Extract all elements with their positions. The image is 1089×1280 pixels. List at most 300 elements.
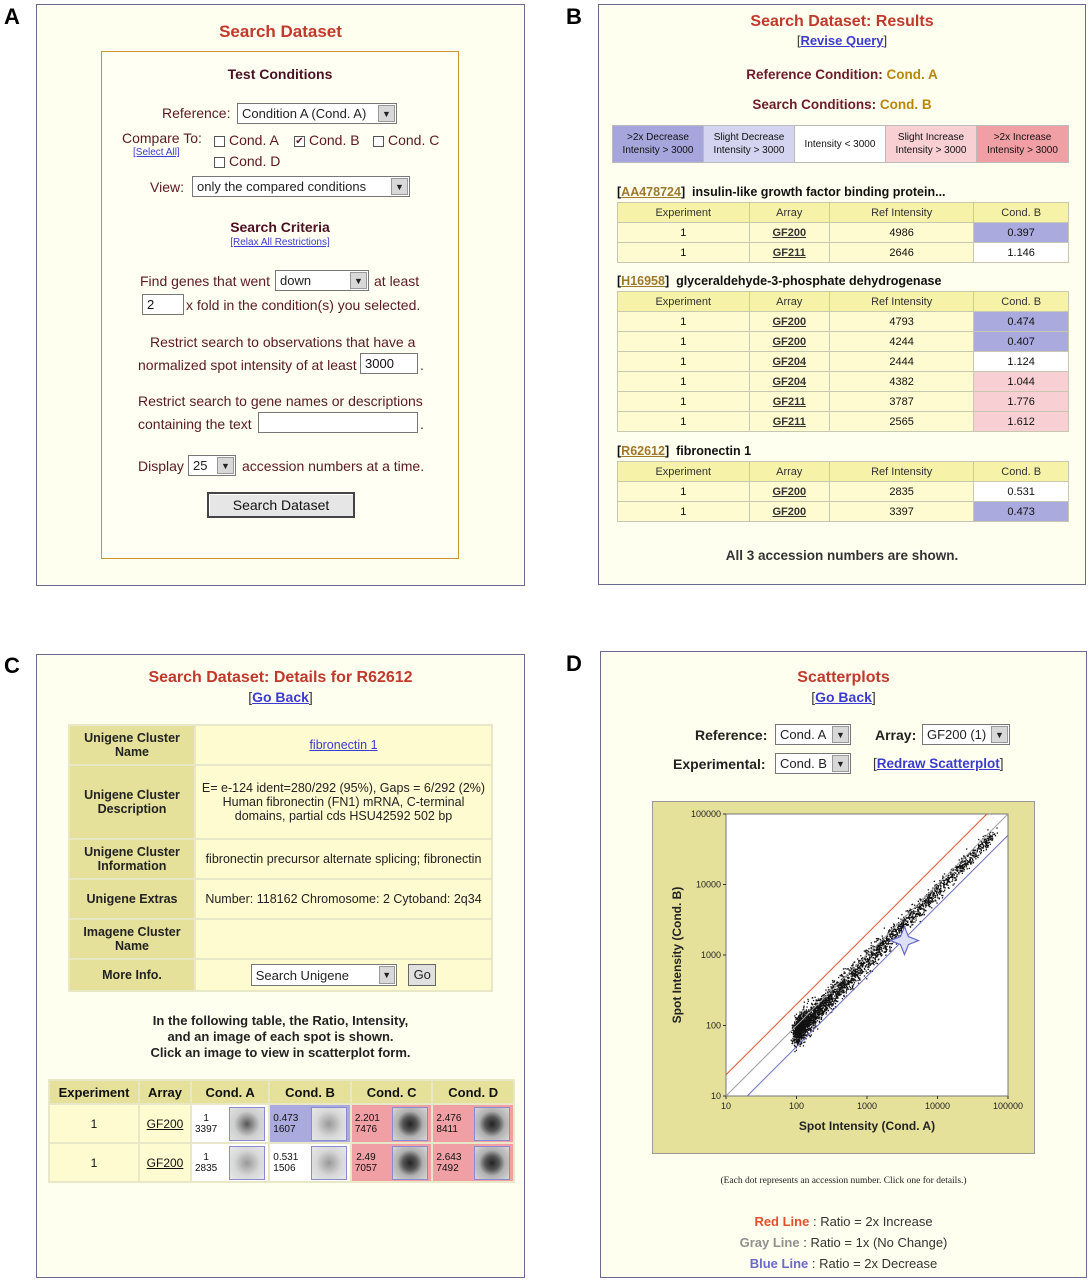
scatter-point[interactable] <box>873 957 874 958</box>
scatter-point[interactable] <box>799 1039 800 1040</box>
scatter-point[interactable] <box>859 968 860 969</box>
scatter-point[interactable] <box>900 928 901 929</box>
scatter-point[interactable] <box>988 845 989 846</box>
scatter-point[interactable] <box>876 953 877 954</box>
scatter-point[interactable] <box>868 966 869 967</box>
scatter-point[interactable] <box>812 1022 813 1023</box>
scatter-point[interactable] <box>872 960 873 961</box>
scatter-point[interactable] <box>996 827 997 828</box>
scatter-point[interactable] <box>997 832 998 833</box>
scatter-point[interactable] <box>857 980 858 981</box>
scatter-point[interactable] <box>864 975 865 976</box>
scatter-point[interactable] <box>951 881 952 882</box>
scatter-point[interactable] <box>935 900 936 901</box>
scatter-point[interactable] <box>791 1032 792 1033</box>
scatter-point[interactable] <box>955 869 956 870</box>
scatter-point[interactable] <box>915 917 916 918</box>
scatter-point[interactable] <box>958 866 959 867</box>
spot-image[interactable] <box>229 1107 265 1141</box>
select-all-link[interactable]: [Select All] <box>133 147 180 158</box>
scatter-point[interactable] <box>918 910 919 911</box>
scatter-point[interactable] <box>803 1007 804 1008</box>
scatter-point[interactable] <box>841 990 842 991</box>
spot-image[interactable] <box>229 1146 265 1180</box>
scatter-point[interactable] <box>935 895 936 896</box>
scatter-point[interactable] <box>867 959 868 960</box>
scatter-point[interactable] <box>808 1019 809 1020</box>
scatter-point[interactable] <box>862 957 863 958</box>
scatter-point[interactable] <box>918 906 919 907</box>
scatter-point[interactable] <box>814 1022 815 1023</box>
scatter-point[interactable] <box>885 940 886 941</box>
scatter-point[interactable] <box>954 875 955 876</box>
scatter-point[interactable] <box>794 1045 795 1046</box>
scatter-point[interactable] <box>891 947 892 948</box>
more-info-select[interactable]: Search Unigene ▼ <box>251 964 397 986</box>
scatter-point[interactable] <box>877 951 878 952</box>
scatter-point[interactable] <box>892 936 893 937</box>
scatter-point[interactable] <box>925 904 926 905</box>
scatter-point[interactable] <box>850 989 851 990</box>
scatter-point[interactable] <box>854 982 855 983</box>
scatter-point[interactable] <box>937 888 938 889</box>
scatter-point[interactable] <box>885 948 886 949</box>
scatter-point[interactable] <box>848 989 849 990</box>
scatter-point[interactable] <box>809 1026 810 1027</box>
scatter-point[interactable] <box>922 901 923 902</box>
scatter-point[interactable] <box>927 900 928 901</box>
scatter-point[interactable] <box>914 921 915 922</box>
scatter-point[interactable] <box>858 973 859 974</box>
scatter-point[interactable] <box>876 940 877 941</box>
relax-restrictions-link[interactable]: [Relax All Restrictions] <box>230 237 330 248</box>
scatter-point[interactable] <box>840 983 841 984</box>
scatter-point[interactable] <box>979 845 980 846</box>
scatter-point[interactable] <box>944 873 945 874</box>
scatter-point[interactable] <box>848 977 849 978</box>
scatter-point[interactable] <box>921 908 922 909</box>
scatter-point[interactable] <box>952 876 953 877</box>
scatter-point[interactable] <box>845 984 846 985</box>
scatter-point[interactable] <box>859 970 860 971</box>
scatter-point[interactable] <box>821 1019 822 1020</box>
scatter-point[interactable] <box>842 982 843 983</box>
scatter-point[interactable] <box>796 1042 797 1043</box>
scatter-point[interactable] <box>906 924 907 925</box>
scatter-point[interactable] <box>801 1013 802 1014</box>
scatter-point[interactable] <box>865 960 866 961</box>
scatter-point[interactable] <box>817 1000 818 1001</box>
scatter-point[interactable] <box>989 842 990 843</box>
scatter-point[interactable] <box>937 889 938 890</box>
scatter-point[interactable] <box>956 867 957 868</box>
scatter-point[interactable] <box>857 971 858 972</box>
scatter-point[interactable] <box>802 1024 803 1025</box>
scatter-point[interactable] <box>992 838 993 839</box>
scatter-point[interactable] <box>835 999 836 1000</box>
scatter-point[interactable] <box>922 914 923 915</box>
scatter-point[interactable] <box>871 956 872 957</box>
scatter-point[interactable] <box>832 1001 833 1002</box>
scatter-point[interactable] <box>995 835 996 836</box>
scatter-point[interactable] <box>828 1010 829 1011</box>
scatter-point[interactable] <box>975 854 976 855</box>
scatter-point[interactable] <box>924 903 925 904</box>
scatter-point[interactable] <box>889 943 890 944</box>
scatter-point[interactable] <box>920 906 921 907</box>
scatter-point[interactable] <box>826 1007 827 1008</box>
scatter-point[interactable] <box>848 983 849 984</box>
scatter-point[interactable] <box>928 904 929 905</box>
scatter-point[interactable] <box>850 980 851 981</box>
scatter-point[interactable] <box>812 997 813 998</box>
scatter-point[interactable] <box>962 873 963 874</box>
scatter-point[interactable] <box>935 890 936 891</box>
scatter-point[interactable] <box>800 1046 801 1047</box>
scatter-point[interactable] <box>813 1013 814 1014</box>
scatter-point[interactable] <box>852 987 853 988</box>
scatter-point[interactable] <box>875 941 876 942</box>
scatter-point[interactable] <box>879 948 880 949</box>
scatter-point[interactable] <box>846 983 847 984</box>
scatter-point[interactable] <box>826 998 827 999</box>
scatter-point[interactable] <box>830 1001 831 1002</box>
scatter-point[interactable] <box>829 1000 830 1001</box>
scatter-point[interactable] <box>909 910 910 911</box>
scatter-point[interactable] <box>827 1005 828 1006</box>
scatter-point[interactable] <box>805 1025 806 1026</box>
scatter-point[interactable] <box>943 886 944 887</box>
scatter-point[interactable] <box>882 945 883 946</box>
spot-image[interactable] <box>311 1146 347 1180</box>
scatter-point[interactable] <box>883 948 884 949</box>
scatter-point[interactable] <box>859 973 860 974</box>
scatter-point[interactable] <box>896 936 897 937</box>
scatter-point[interactable] <box>864 950 865 951</box>
scatter-point[interactable] <box>836 998 837 999</box>
scatter-point[interactable] <box>903 921 904 922</box>
scatter-point[interactable] <box>944 882 945 883</box>
scatter-point[interactable] <box>990 839 991 840</box>
scatter-point[interactable] <box>959 865 960 866</box>
scatter-point[interactable] <box>940 890 941 891</box>
scatter-point[interactable] <box>911 924 912 925</box>
scatter-point[interactable] <box>871 954 872 955</box>
scatter-point[interactable] <box>810 1020 811 1021</box>
scatter-point[interactable] <box>802 1029 803 1030</box>
scatter-point[interactable] <box>845 968 846 969</box>
scatter-point[interactable] <box>901 924 902 925</box>
scatter-point[interactable] <box>946 884 947 885</box>
scatter-point[interactable] <box>809 1022 810 1023</box>
scatter-point[interactable] <box>905 919 906 920</box>
scatter-point[interactable] <box>833 1003 834 1004</box>
scatter-point[interactable] <box>881 951 882 952</box>
scatter-point[interactable] <box>828 987 829 988</box>
scatter-point[interactable] <box>799 1020 800 1021</box>
scatter-point[interactable] <box>912 916 913 917</box>
scatter-point[interactable] <box>984 840 985 841</box>
scatter-point[interactable] <box>834 995 835 996</box>
scatter-point[interactable] <box>804 1030 805 1031</box>
scatter-point[interactable] <box>818 1006 819 1007</box>
scatter-point[interactable] <box>907 910 908 911</box>
scatter-point[interactable] <box>843 985 844 986</box>
scatter-point[interactable] <box>798 1025 799 1026</box>
scatter-point[interactable] <box>852 964 853 965</box>
scatter-point[interactable] <box>925 899 926 900</box>
scatter-point[interactable] <box>958 872 959 873</box>
scatter-point[interactable] <box>884 952 885 953</box>
scatter-point[interactable] <box>861 970 862 971</box>
spot-image[interactable] <box>311 1107 347 1141</box>
scatter-point[interactable] <box>869 958 870 959</box>
scatter-point[interactable] <box>886 943 887 944</box>
scatter-point[interactable] <box>794 1051 795 1052</box>
scatter-point[interactable] <box>967 868 968 869</box>
scatter-point[interactable] <box>916 913 917 914</box>
scatter-point[interactable] <box>883 940 884 941</box>
scatter-point[interactable] <box>831 1006 832 1007</box>
scatter-point[interactable] <box>983 844 984 845</box>
scatter-point[interactable] <box>807 1025 808 1026</box>
scatter-point[interactable] <box>899 930 900 931</box>
scatter-point[interactable] <box>854 969 855 970</box>
scatter-point[interactable] <box>819 1004 820 1005</box>
scatter-point[interactable] <box>819 1012 820 1013</box>
scatter-point[interactable] <box>796 1017 797 1018</box>
scatter-point[interactable] <box>841 984 842 985</box>
go-back-link[interactable]: Go Back <box>815 689 872 705</box>
scatter-point[interactable] <box>992 836 993 837</box>
scatter-point[interactable] <box>794 1046 795 1047</box>
scatter-point[interactable] <box>873 952 874 953</box>
scatter-point[interactable] <box>918 914 919 915</box>
scatter-point[interactable] <box>833 991 834 992</box>
direction-select[interactable]: down ▼ <box>275 270 369 291</box>
scatter-point[interactable] <box>794 1021 795 1022</box>
scatter-point[interactable] <box>808 1016 809 1017</box>
scatter-point[interactable] <box>791 1043 792 1044</box>
scatter-point[interactable] <box>933 894 934 895</box>
scatter-point[interactable] <box>914 911 915 912</box>
scatter-point[interactable] <box>938 885 939 886</box>
scatter-point[interactable] <box>914 905 915 906</box>
scatter-point[interactable] <box>807 1019 808 1020</box>
array-link[interactable]: GF204 <box>749 352 829 372</box>
scatter-point[interactable] <box>805 1032 806 1033</box>
scatter-point[interactable] <box>796 1014 797 1015</box>
scatter-point[interactable] <box>831 997 832 998</box>
scatter-point[interactable] <box>886 946 887 947</box>
scatter-point[interactable] <box>791 1040 792 1041</box>
scatter-point[interactable] <box>853 984 854 985</box>
scatter-point[interactable] <box>837 989 838 990</box>
scatter-point[interactable] <box>841 992 842 993</box>
scatter-point[interactable] <box>961 866 962 867</box>
scatter-point[interactable] <box>796 1036 797 1037</box>
scatter-point[interactable] <box>829 996 830 997</box>
scatter-point[interactable] <box>799 1026 800 1027</box>
scatter-point[interactable] <box>853 980 854 981</box>
scatter-point[interactable] <box>804 1002 805 1003</box>
scatter-point[interactable] <box>803 1013 804 1014</box>
scatter-point[interactable] <box>804 1034 805 1035</box>
scatter-point[interactable] <box>848 968 849 969</box>
text-search-input[interactable] <box>258 412 418 433</box>
scatter-point[interactable] <box>944 880 945 881</box>
scatter-point[interactable] <box>939 898 940 899</box>
fold-input[interactable]: 2 <box>142 294 184 315</box>
scatter-point[interactable] <box>797 1018 798 1019</box>
scatter-point[interactable] <box>807 1021 808 1022</box>
accession-link[interactable]: R62612 <box>621 444 665 458</box>
scatter-point[interactable] <box>807 1024 808 1025</box>
search-dataset-button[interactable]: Search Dataset <box>207 492 355 518</box>
scatter-point[interactable] <box>863 971 864 972</box>
array-select[interactable]: GF200 (1) ▼ <box>922 724 1010 745</box>
scatter-point[interactable] <box>952 884 953 885</box>
scatter-point[interactable] <box>938 892 939 893</box>
scatter-point[interactable] <box>806 1017 807 1018</box>
scatter-point[interactable] <box>962 862 963 863</box>
scatter-point[interactable] <box>804 1018 805 1019</box>
array-link[interactable]: GF200 <box>749 332 829 352</box>
scatter-point[interactable] <box>866 978 867 979</box>
scatter-point[interactable] <box>866 971 867 972</box>
scatter-point[interactable] <box>917 911 918 912</box>
cluster-name-link[interactable]: fibronectin 1 <box>309 738 378 752</box>
scatter-point[interactable] <box>983 841 984 842</box>
scatter-point[interactable] <box>860 955 861 956</box>
scatter-point[interactable] <box>875 961 876 962</box>
scatter-point[interactable] <box>937 897 938 898</box>
scatter-point[interactable] <box>851 988 852 989</box>
scatter-point[interactable] <box>827 1002 828 1003</box>
scatter-point[interactable] <box>871 964 872 965</box>
scatter-point[interactable] <box>855 975 856 976</box>
scatter-point[interactable] <box>832 982 833 983</box>
array-link[interactable]: GF204 <box>749 372 829 392</box>
scatter-point[interactable] <box>974 857 975 858</box>
scatter-point[interactable] <box>857 969 858 970</box>
scatter-point[interactable] <box>807 999 808 1000</box>
scatter-point[interactable] <box>969 857 970 858</box>
scatter-point[interactable] <box>977 857 978 858</box>
scatter-point[interactable] <box>800 1037 801 1038</box>
scatter-point[interactable] <box>928 899 929 900</box>
scatter-point[interactable] <box>908 911 909 912</box>
spot-image[interactable] <box>474 1146 510 1180</box>
scatter-point[interactable] <box>923 905 924 906</box>
scatter-point[interactable] <box>913 910 914 911</box>
scatter-point[interactable] <box>854 976 855 977</box>
scatter-point[interactable] <box>919 908 920 909</box>
scatter-point[interactable] <box>943 884 944 885</box>
scatter-point[interactable] <box>867 972 868 973</box>
scatter-point[interactable] <box>813 1000 814 1001</box>
scatter-point[interactable] <box>932 899 933 900</box>
scatter-point[interactable] <box>811 1014 812 1015</box>
accession-link[interactable]: AA478724 <box>621 185 681 199</box>
scatter-point[interactable] <box>849 986 850 987</box>
scatter-point[interactable] <box>906 918 907 919</box>
scatter-point[interactable] <box>964 860 965 861</box>
scatter-point[interactable] <box>874 953 875 954</box>
redraw-scatterplot-link[interactable]: Redraw Scatterplot <box>876 756 1000 771</box>
scatter-point[interactable] <box>878 945 879 946</box>
scatter-point[interactable] <box>989 833 990 834</box>
scatter-point[interactable] <box>987 847 988 848</box>
scatter-point[interactable] <box>798 1027 799 1028</box>
scatter-point[interactable] <box>910 926 911 927</box>
scatter-point[interactable] <box>933 898 934 899</box>
scatter-point[interactable] <box>876 938 877 939</box>
scatter-point[interactable] <box>897 932 898 933</box>
scatter-point[interactable] <box>821 1013 822 1014</box>
scatter-point[interactable] <box>972 855 973 856</box>
scatter-point[interactable] <box>814 1016 815 1017</box>
scatter-point[interactable] <box>954 883 955 884</box>
scatter-point[interactable] <box>983 850 984 851</box>
scatter-point[interactable] <box>923 912 924 913</box>
scatter-point[interactable] <box>811 1008 812 1009</box>
scatter-point[interactable] <box>942 897 943 898</box>
intensity-input[interactable]: 3000 <box>360 353 418 374</box>
scatter-point[interactable] <box>948 877 949 878</box>
scatter-point[interactable] <box>937 895 938 896</box>
scatter-point[interactable] <box>858 967 859 968</box>
scatter-point[interactable] <box>813 1025 814 1026</box>
scatter-point[interactable] <box>987 829 988 830</box>
scatter-point[interactable] <box>806 1031 807 1032</box>
scatter-point[interactable] <box>802 1021 803 1022</box>
scatter-point[interactable] <box>873 961 874 962</box>
scatter-point[interactable] <box>898 925 899 926</box>
scatter-point[interactable] <box>894 924 895 925</box>
scatter-point[interactable] <box>817 1020 818 1021</box>
scatter-point[interactable] <box>988 837 989 838</box>
scatter-point[interactable] <box>842 998 843 999</box>
scatter-point[interactable] <box>807 1027 808 1028</box>
scatter-point[interactable] <box>987 838 988 839</box>
scatter-point[interactable] <box>823 1013 824 1014</box>
scatter-point[interactable] <box>810 1018 811 1019</box>
scatter-point[interactable] <box>897 934 898 935</box>
scatter-point[interactable] <box>928 889 929 890</box>
scatter-point[interactable] <box>890 948 891 949</box>
scatter-point[interactable] <box>940 885 941 886</box>
scatter-point[interactable] <box>948 875 949 876</box>
scatter-point[interactable] <box>922 903 923 904</box>
spot-image[interactable] <box>392 1107 428 1141</box>
scatter-point[interactable] <box>925 910 926 911</box>
scatter-point[interactable] <box>817 1028 818 1029</box>
scatter-point[interactable] <box>881 945 882 946</box>
cond-a-checkbox[interactable]: Cond. A <box>214 132 279 148</box>
scatter-point[interactable] <box>878 946 879 947</box>
scatter-point[interactable] <box>831 987 832 988</box>
scatter-point[interactable] <box>803 1037 804 1038</box>
scatter-point[interactable] <box>977 850 978 851</box>
scatter-point[interactable] <box>925 906 926 907</box>
scatter-point[interactable] <box>878 954 879 955</box>
scatter-point[interactable] <box>811 1034 812 1035</box>
scatter-point[interactable] <box>886 949 887 950</box>
scatter-point[interactable] <box>923 908 924 909</box>
scatter-point[interactable] <box>993 834 994 835</box>
scatter-point[interactable] <box>942 876 943 877</box>
